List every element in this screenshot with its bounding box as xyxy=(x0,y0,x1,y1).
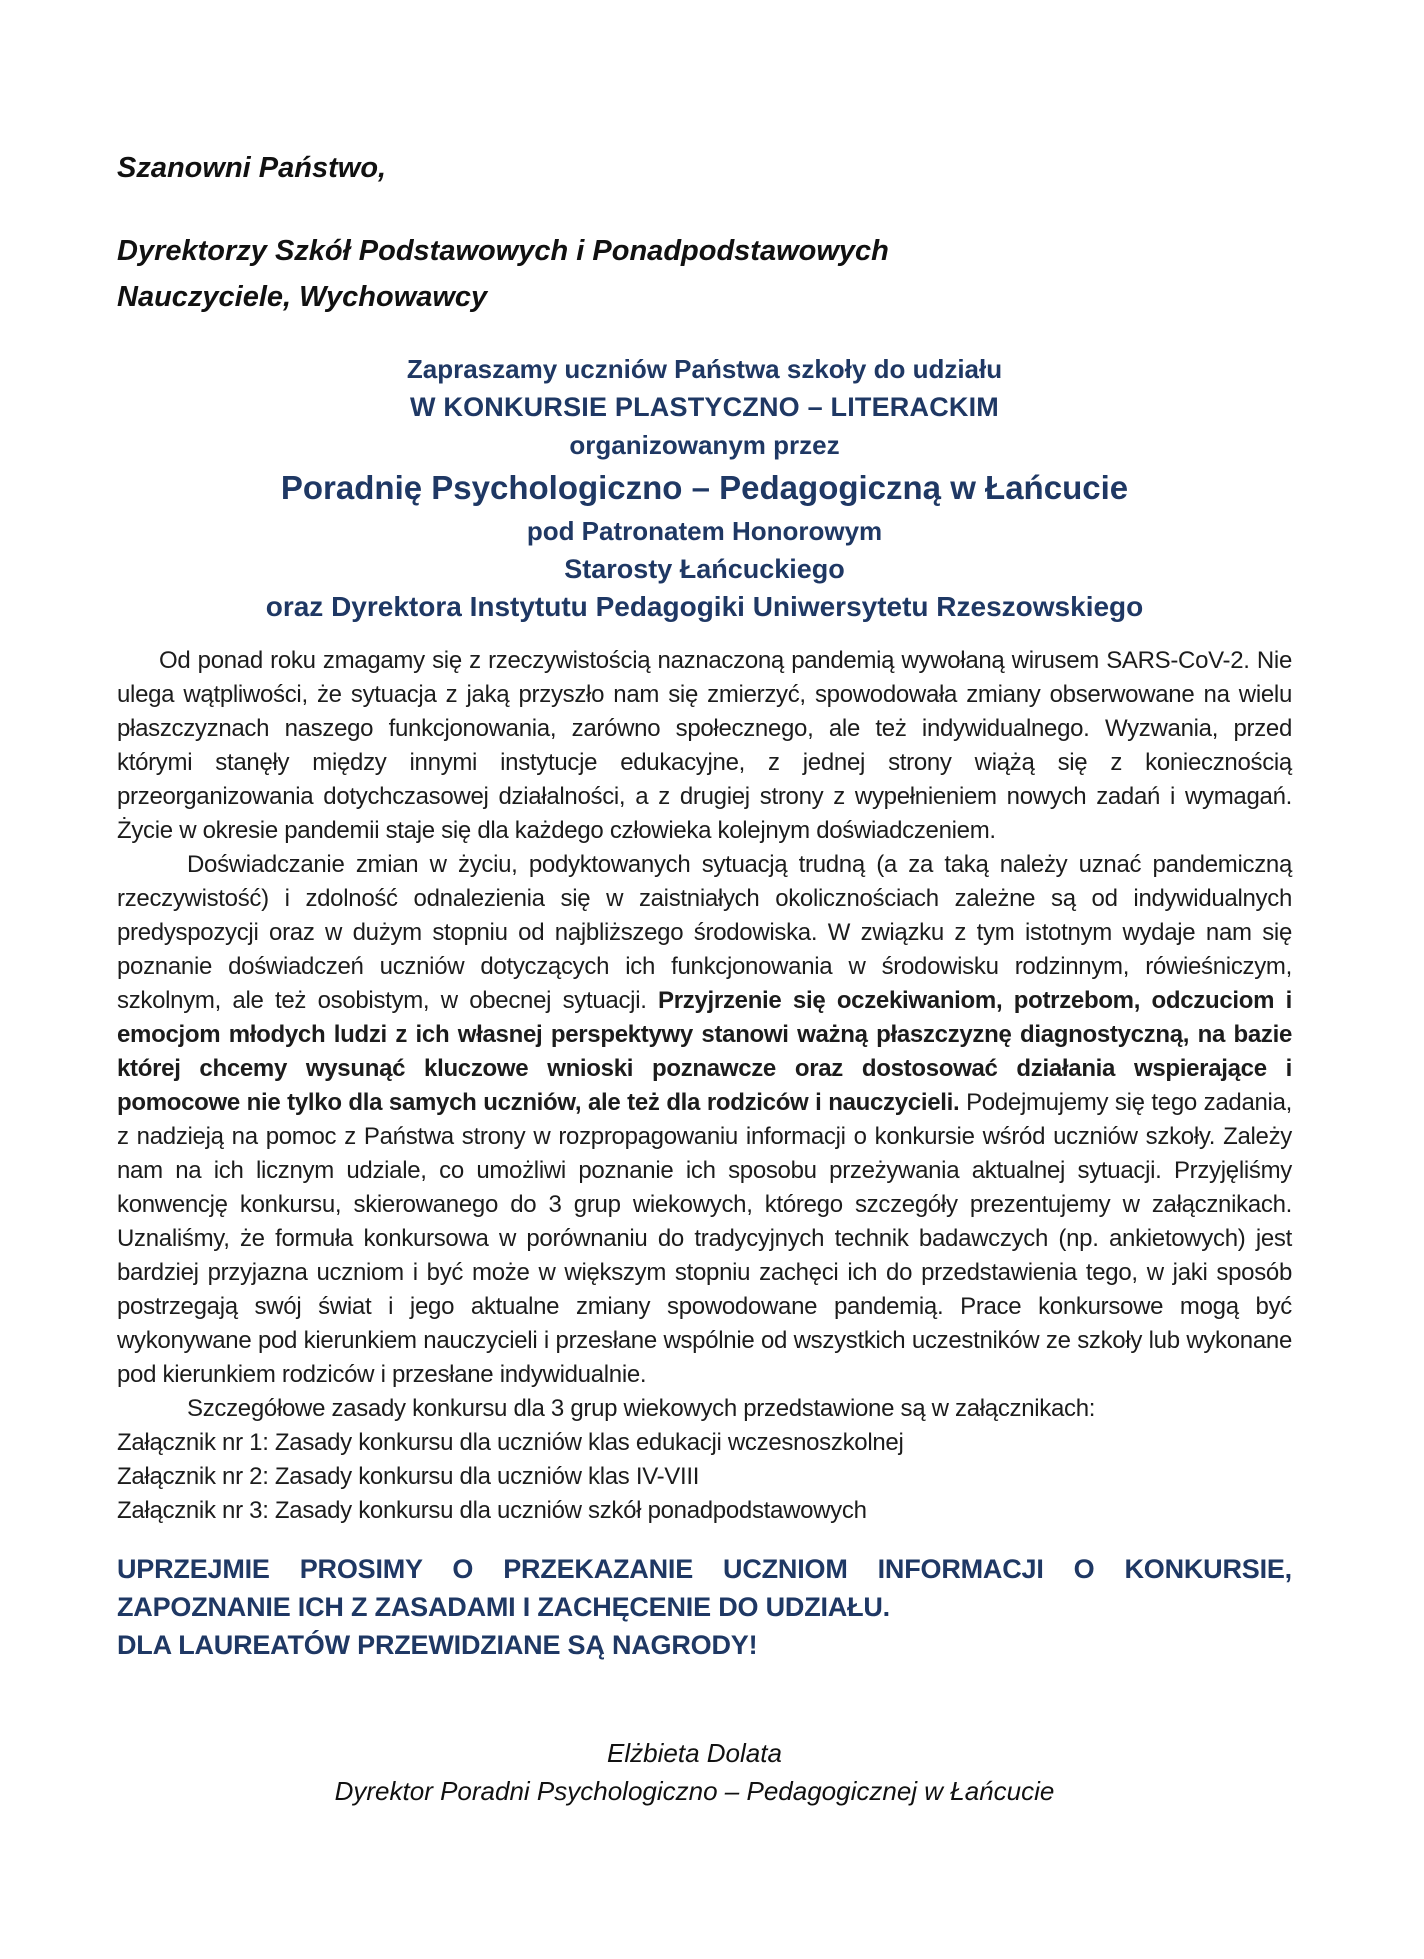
contest-name: W KONKURSIE PLASTYCZNO – LITERACKIM xyxy=(409,392,999,422)
attachments-intro: Szczegółowe zasady konkursu dla 3 grup wiekowych przedstawione są w załącznikach: xyxy=(187,1395,1096,1422)
prizes-announcement: DLA LAUREATÓW PRZEWIDZIANE SĄ NAGRODY! xyxy=(117,1630,758,1660)
invitation-heading-block xyxy=(117,350,1292,626)
greeting-addressee-1: Dyrektorzy Szkół Podstawowych i Ponadpodstawowych xyxy=(117,235,889,267)
greeting-addressee-2: Nauczyciele, Wychowawcy xyxy=(117,281,488,313)
organizer-name: Poradnię Psychologiczno – Pedagogiczną w Łańcucie xyxy=(280,469,1129,506)
paragraph-2-bold-passage: Przyjrzenie się oczekiwaniom, potrzebom, odczuciom i emocjom młodych ludzi z ich własnej perspektywy stanowi ważną płaszczyznę diagnostyczną, na bazie której chcemy wysunąć kluczowe wnioski poznawcze oraz dostosować działania wspierające i pomocowe nie tylko dla samych uczniów, ale też dla rodziców i nauczycieli. xyxy=(117,987,1292,1116)
attachment-1: Załącznik nr 1: Zasady konkursu dla uczniów klas edukacji wczesnoszkolnej xyxy=(117,1429,904,1456)
letter-body xyxy=(117,644,1292,1528)
patron-2: oraz Dyrektora Instytutu Pedagogiki Uniwersytetu Rzeszowskiego xyxy=(265,591,1144,622)
patronage-label: pod Patronatem Honorowym xyxy=(526,516,883,546)
patron-1: Starosty Łańcuckiego xyxy=(564,554,845,584)
signature-name: Elżbieta Dolata xyxy=(607,1738,782,1768)
paragraph-2-regular-post: Podejmujemy się tego zadania, z nadzieją na pomoc z Państwa strony w rozpropagowaniu informacji o konkursie wśród uczniów szkoły. Zależy nam na ich licznym udziale, co umożliwi poznanie ich sposobu przeżywania aktualnej sytuacji. Przyjęliśmy konwencję konkursu, skierowanego do 3 grup wiekowych, którego szczegóły prezentujemy w załącznikach. Uznaliśmy, że formuła konkursowa w porównaniu do tradycyjnych technik badawczych (np. ankietowych) jest bardziej przyjazna uczniom i być może w większym stopniu zachęci ich do przedstawienia tego, w jaki sposób postrzegają swój świat i jego aktualne zmiany spowodowane pandemią. Prace konkursowe mogą być wykonywane pod kierunkiem nauczycieli i przesłane wspólnie od wszystkich uczestników ze szkoły lub wykonane pod kierunkiem rodziców i przesłane indywidualnie. xyxy=(117,1089,1292,1388)
greeting-salutation: Szanowni Państwo, xyxy=(117,152,387,184)
signature-block xyxy=(107,1734,1282,1810)
body-paragraph-1: Od ponad roku zmagamy się z rzeczywistością naznaczoną pandemią wywołaną wirusem SARS-CoV-2. Nie ulega wątpliwości, że sytuacja z jaką przyszło nam się zmierzyć, spowodowała zmiany obserwowane na wielu płaszczyznach naszego funkcjonowania, zarówno społecznego, ale też indywidualnego. Wyzwania, przed którymi stanęły między innymi instytucje edukacyjne, z jednej strony wiążą się z koniecznością przeorganizowania dotychczasowej działalności, a z drugiej strony z wypełnieniem nowych zadań i wymagań. Życie w okresie pandemii staje się dla każdego człowieka kolejnym doświadczeniem. xyxy=(117,647,1292,844)
call-to-action-block xyxy=(117,1550,1292,1664)
signature-title: Dyrektor Poradni Psychologiczno – Pedagogicznej w Łańcucie xyxy=(334,1776,1055,1806)
call-to-action-line-2: ZAPOZNANIE ICH Z ZASADAMI I ZACHĘCENIE DO UDZIAŁU. xyxy=(117,1592,890,1622)
greeting-block xyxy=(117,145,1292,320)
attachment-3: Załącznik nr 3: Zasady konkursu dla uczniów szkół ponadpodstawowych xyxy=(117,1497,867,1524)
invitation-intro: Zapraszamy uczniów Państwa szkoły do udziału xyxy=(406,354,1003,384)
attachment-2: Załącznik nr 2: Zasady konkursu dla uczniów klas IV-VIII xyxy=(117,1463,700,1490)
call-to-action-line-1: UPRZEJMIE PROSIMY O PRZEKAZANIE UCZNIOM INFORMACJI O KONKURSIE, xyxy=(117,1554,1292,1584)
body-paragraph-2 xyxy=(117,848,1292,1392)
paragraph-2-regular-pre: Doświadczanie zmian w życiu, podyktowanych sytuacją trudną (a za taką należy uznać pandemiczną rzeczywistość) i zdolność odnalezienia się w zaistniałych okolicznościach zależne są od indywidualnych predyspozycji oraz w dużym stopniu od najbliższego środowiska. W związku z tym istotnym wydaje nam się poznanie doświadczeń uczniów dotyczących ich funkcjonowania w środowisku rodzinnym, rówieśniczym, szkolnym, ale też osobistym, w obecnej sytuacji. xyxy=(117,851,1292,1014)
organized-by-label: organizowanym przez xyxy=(569,430,840,460)
